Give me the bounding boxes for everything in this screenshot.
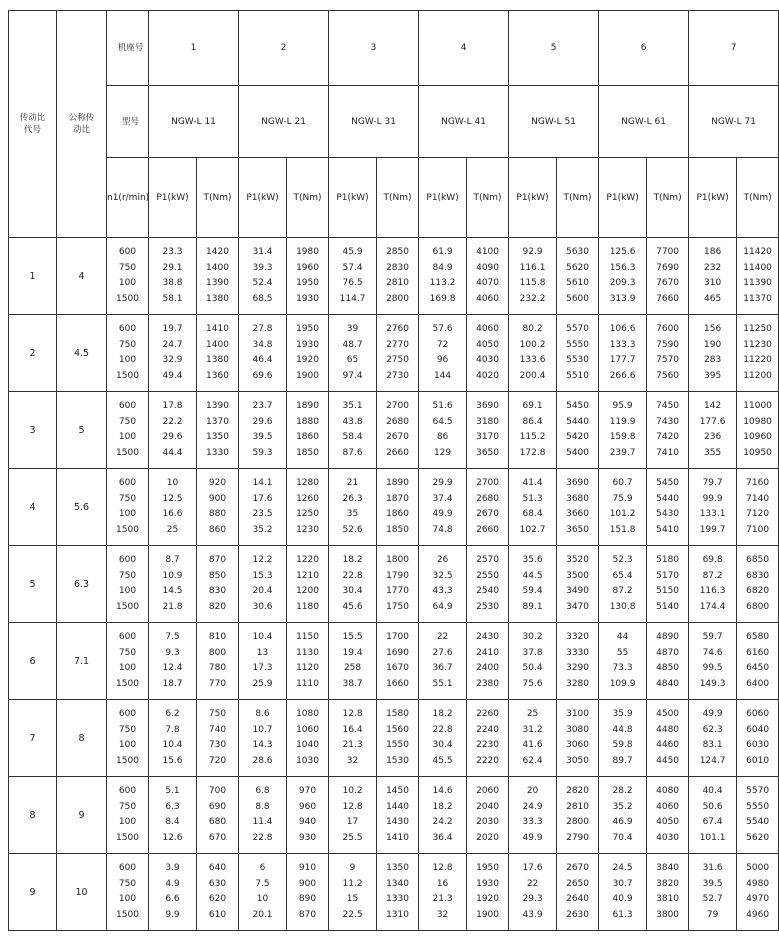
- power-cell: 186 232 310 465: [689, 238, 737, 315]
- header-row-frame: [9, 11, 779, 86]
- power-header: P1(kW): [149, 158, 197, 238]
- power-cell: 27.8 34.8 46.4 69.6: [239, 315, 287, 392]
- power-header: P1(kW): [509, 158, 557, 238]
- power-header: P1(kW): [419, 158, 467, 238]
- torque-cell: 11420 11400 11390 11370: [737, 238, 779, 315]
- torque-cell: 1890 1880 1860 1850: [287, 392, 329, 469]
- torque-cell: 5450 5440 5430 5410: [647, 469, 689, 546]
- nominal-ratio-cell: 8: [57, 700, 107, 777]
- torque-cell: 2430 2410 2400 2380: [467, 623, 509, 700]
- torque-cell: 1800 1790 1770 1750: [377, 546, 419, 623]
- power-cell: 59.7 74.6 99.5 149.3: [689, 623, 737, 700]
- power-cell: 60.7 75.9 101.2 151.8: [599, 469, 647, 546]
- torque-cell: 2820 2810 2800 2790: [557, 777, 599, 854]
- power-cell: 30.2 37.8 50.4 75.6: [509, 623, 557, 700]
- ratio-group-row: [9, 315, 779, 392]
- frame-number-6: 6: [599, 11, 689, 86]
- nominal-ratio-cell: 5: [57, 392, 107, 469]
- model-name-5: NGW-L 51: [509, 86, 599, 158]
- power-cell: 19.7 24.7 32.9 49.4: [149, 315, 197, 392]
- torque-cell: 1950 1930 1920 1900: [287, 315, 329, 392]
- power-cell: 51.6 64.5 86 129: [419, 392, 467, 469]
- power-cell: 24.5 30.7 40.9 61.3: [599, 854, 647, 931]
- model-name-6: NGW-L 61: [599, 86, 689, 158]
- torque-cell: 5000 4980 4970 4960: [737, 854, 779, 931]
- power-cell: 9 11.2 15 22.5: [329, 854, 377, 931]
- header-row-units: [9, 158, 779, 238]
- torque-cell: 1150 1130 1120 1110: [287, 623, 329, 700]
- torque-cell: 3840 3820 3810 3800: [647, 854, 689, 931]
- frame-number-2: 2: [239, 11, 329, 86]
- torque-header: T(Nm): [287, 158, 329, 238]
- power-cell: 31.4 39.3 52.4 68.5: [239, 238, 287, 315]
- power-header: P1(kW): [599, 158, 647, 238]
- ratio-code-cell: 6: [9, 623, 57, 700]
- power-cell: 3.9 4.9 6.6 9.9: [149, 854, 197, 931]
- torque-cell: 1580 1560 1550 1530: [377, 700, 419, 777]
- power-cell: 106.6 133.3 177.7 266.6: [599, 315, 647, 392]
- torque-cell: 11000 10980 10960 10950: [737, 392, 779, 469]
- torque-cell: 700 690 680 670: [197, 777, 239, 854]
- torque-cell: 1220 1210 1200 1180: [287, 546, 329, 623]
- ratio-group-row: [9, 469, 779, 546]
- power-cell: 61.9 84.9 113.2 169.8: [419, 238, 467, 315]
- torque-cell: 1950 1930 1920 1900: [467, 854, 509, 931]
- power-cell: 12.8 16.4 21.3 32: [329, 700, 377, 777]
- ratio-code-cell: 3: [9, 392, 57, 469]
- power-cell: 41.4 51.3 68.4 102.7: [509, 469, 557, 546]
- nominal-ratio-cell: 4.5: [57, 315, 107, 392]
- torque-cell: 2670 2650 2640 2630: [557, 854, 599, 931]
- model-name-3: NGW-L 31: [329, 86, 419, 158]
- torque-cell: 2060 2040 2030 2020: [467, 777, 509, 854]
- power-cell: 69.8 87.2 116.3 174.4: [689, 546, 737, 623]
- spec-sheet: [8, 10, 772, 943]
- model-name-1: NGW-L 11: [149, 86, 239, 158]
- ratio-group-row: [9, 700, 779, 777]
- power-cell: 6.8 8.8 11.4 22.8: [239, 777, 287, 854]
- frame-number-4: 4: [419, 11, 509, 86]
- frame-number-3: 3: [329, 11, 419, 86]
- torque-cell: 750 740 730 720: [197, 700, 239, 777]
- torque-cell: 2700 2680 2670 2660: [377, 392, 419, 469]
- torque-cell: 4080 4060 4050 4030: [647, 777, 689, 854]
- torque-cell: 3690 3680 3660 3650: [557, 469, 599, 546]
- torque-cell: 1280 1260 1250 1230: [287, 469, 329, 546]
- ratio-code-cell: 9: [9, 854, 57, 931]
- torque-header: T(Nm): [647, 158, 689, 238]
- nominal-ratio-cell: 10: [57, 854, 107, 931]
- torque-cell: 640 630 620 610: [197, 854, 239, 931]
- power-cell: 17.6 22 29.3 43.9: [509, 854, 557, 931]
- nominal-ratio-cell: 7.1: [57, 623, 107, 700]
- power-header: P1(kW): [239, 158, 287, 238]
- frame-number-label: 机座号: [107, 11, 149, 86]
- input-speed-cell: 600 750 100 1500: [107, 469, 149, 546]
- power-cell: 44 55 73.3 109.9: [599, 623, 647, 700]
- power-cell: 8.7 10.9 14.5 21.8: [149, 546, 197, 623]
- power-cell: 10.4 13 17.3 25.9: [239, 623, 287, 700]
- power-cell: 22 27.6 36.7 55.1: [419, 623, 467, 700]
- power-cell: 8.6 10.7 14.3 28.6: [239, 700, 287, 777]
- ratio-group-row: [9, 777, 779, 854]
- ratio-code-header: 传动比 代号: [9, 11, 57, 238]
- torque-cell: 6580 6160 6450 6400: [737, 623, 779, 700]
- power-cell: 17.8 22.2 29.6 44.4: [149, 392, 197, 469]
- power-cell: 14.6 18.2 24.2 36.4: [419, 777, 467, 854]
- power-cell: 95.9 119.9 159.8 239.7: [599, 392, 647, 469]
- torque-cell: 2700 2680 2670 2660: [467, 469, 509, 546]
- frame-number-5: 5: [509, 11, 599, 86]
- ratio-code-cell: 4: [9, 469, 57, 546]
- power-cell: 49.9 62.3 83.1 124.7: [689, 700, 737, 777]
- power-cell: 40.4 50.6 67.4 101.1: [689, 777, 737, 854]
- torque-cell: 4500 4480 4460 4450: [647, 700, 689, 777]
- input-speed-cell: 600 750 100 1500: [107, 315, 149, 392]
- input-speed-cell: 600 750 100 1500: [107, 546, 149, 623]
- power-cell: 156 190 283 395: [689, 315, 737, 392]
- power-cell: 45.9 57.4 76.5 114.7: [329, 238, 377, 315]
- power-cell: 125.6 156.3 209.3 313.9: [599, 238, 647, 315]
- ratio-code-cell: 7: [9, 700, 57, 777]
- torque-cell: 2760 2770 2750 2730: [377, 315, 419, 392]
- power-cell: 35.1 43.8 58.4 87.6: [329, 392, 377, 469]
- ratio-code-cell: 8: [9, 777, 57, 854]
- header-row-model: [9, 86, 779, 158]
- torque-cell: 3320 3330 3290 3280: [557, 623, 599, 700]
- torque-cell: 1390 1370 1350 1330: [197, 392, 239, 469]
- torque-cell: 910 900 890 870: [287, 854, 329, 931]
- power-cell: 79.7 99.9 133.1 199.7: [689, 469, 737, 546]
- power-header: P1(kW): [329, 158, 377, 238]
- ratio-code-cell: 5: [9, 546, 57, 623]
- torque-cell: 1450 1440 1430 1410: [377, 777, 419, 854]
- torque-header: T(Nm): [557, 158, 599, 238]
- frame-number-1: 1: [149, 11, 239, 86]
- input-speed-cell: 600 750 100 1500: [107, 777, 149, 854]
- ratio-code-cell: 1: [9, 238, 57, 315]
- input-speed-cell: 600 750 100 1500: [107, 392, 149, 469]
- torque-cell: 5630 5620 5610 5600: [557, 238, 599, 315]
- ratio-group-row: [9, 238, 779, 315]
- power-cell: 18.2 22.8 30.4 45.6: [329, 546, 377, 623]
- torque-header: T(Nm): [377, 158, 419, 238]
- reducer-spec-table: [8, 10, 779, 931]
- torque-cell: 3100 3080 3060 3050: [557, 700, 599, 777]
- power-cell: 12.8 16 21.3 32: [419, 854, 467, 931]
- model-label: 型号: [107, 86, 149, 158]
- power-cell: 80.2 100.2 133.6 200.4: [509, 315, 557, 392]
- power-cell: 20 24.9 33.3 49.9: [509, 777, 557, 854]
- torque-cell: 2570 2550 2540 2530: [467, 546, 509, 623]
- power-cell: 25 31.2 41.6 62.4: [509, 700, 557, 777]
- power-cell: 23.7 29.6 39.5 59.3: [239, 392, 287, 469]
- input-speed-header: n1(r/min): [107, 158, 149, 238]
- torque-cell: 970 960 940 930: [287, 777, 329, 854]
- torque-cell: 11250 11230 11220 11200: [737, 315, 779, 392]
- model-name-7: NGW-L 71: [689, 86, 779, 158]
- ratio-group-row: [9, 854, 779, 931]
- power-cell: 57.6 72 96 144: [419, 315, 467, 392]
- power-cell: 35.9 44.8 59.8 89.7: [599, 700, 647, 777]
- torque-cell: 5450 5440 5420 5400: [557, 392, 599, 469]
- torque-header: T(Nm): [197, 158, 239, 238]
- torque-cell: 1420 1400 1390 1380: [197, 238, 239, 315]
- power-cell: 6.2 7.8 10.4 15.6: [149, 700, 197, 777]
- power-cell: 5.1 6.3 8.4 12.6: [149, 777, 197, 854]
- power-cell: 29.9 37.4 49.9 74.8: [419, 469, 467, 546]
- power-cell: 15.5 19.4 258 38.7: [329, 623, 377, 700]
- torque-cell: 920 900 880 860: [197, 469, 239, 546]
- torque-cell: 2260 2240 2230 2220: [467, 700, 509, 777]
- torque-cell: 810 800 780 770: [197, 623, 239, 700]
- power-cell: 14.1 17.6 23.5 35.2: [239, 469, 287, 546]
- frame-number-7: 7: [689, 11, 779, 86]
- torque-cell: 7700 7690 7670 7660: [647, 238, 689, 315]
- torque-cell: 5570 5550 5530 5510: [557, 315, 599, 392]
- power-cell: 6 7.5 10 20.1: [239, 854, 287, 931]
- ratio-code-cell: 2: [9, 315, 57, 392]
- input-speed-cell: 600 750 100 1500: [107, 854, 149, 931]
- power-cell: 35.6 44.5 59.4 89.1: [509, 546, 557, 623]
- ratio-group-row: [9, 546, 779, 623]
- torque-cell: 7450 7430 7420 7410: [647, 392, 689, 469]
- power-cell: 28.2 35.2 46.9 70.4: [599, 777, 647, 854]
- nominal-ratio-cell: 6.3: [57, 546, 107, 623]
- power-cell: 39 48.7 65 97.4: [329, 315, 377, 392]
- power-cell: 21 26.3 35 52.6: [329, 469, 377, 546]
- ratio-group-row: [9, 623, 779, 700]
- torque-cell: 4100 4090 4070 4060: [467, 238, 509, 315]
- input-speed-cell: 600 750 100 1500: [107, 623, 149, 700]
- nominal-ratio-header: 公称传 动比: [57, 11, 107, 238]
- power-cell: 10.2 12.8 17 25.5: [329, 777, 377, 854]
- ratio-group-row: [9, 392, 779, 469]
- power-cell: 10 12.5 16.6 25: [149, 469, 197, 546]
- power-cell: 142 177.6 236 355: [689, 392, 737, 469]
- nominal-ratio-cell: 4: [57, 238, 107, 315]
- power-cell: 52.3 65.4 87.2 130.8: [599, 546, 647, 623]
- nominal-ratio-cell: 5.6: [57, 469, 107, 546]
- torque-cell: 3520 3500 3490 3470: [557, 546, 599, 623]
- model-name-2: NGW-L 21: [239, 86, 329, 158]
- torque-cell: 1890 1870 1860 1850: [377, 469, 419, 546]
- torque-cell: 7160 7140 7120 7100: [737, 469, 779, 546]
- torque-cell: 6850 6830 6820 6800: [737, 546, 779, 623]
- torque-cell: 7600 7590 7570 7560: [647, 315, 689, 392]
- torque-cell: 5570 5550 5540 5620: [737, 777, 779, 854]
- model-name-4: NGW-L 41: [419, 86, 509, 158]
- torque-cell: 6060 6040 6030 6010: [737, 700, 779, 777]
- power-cell: 7.5 9.3 12.4 18.7: [149, 623, 197, 700]
- torque-header: T(Nm): [737, 158, 779, 238]
- nominal-ratio-cell: 9: [57, 777, 107, 854]
- torque-cell: 1980 1960 1950 1930: [287, 238, 329, 315]
- torque-cell: 1350 1340 1330 1310: [377, 854, 419, 931]
- power-cell: 18.2 22.8 30.4 45.5: [419, 700, 467, 777]
- power-cell: 23.3 29.1 38.8 58.1: [149, 238, 197, 315]
- power-cell: 12.2 15.3 20.4 30.6: [239, 546, 287, 623]
- power-cell: 26 32.5 43.3 64.9: [419, 546, 467, 623]
- power-cell: 92.9 116.1 115.8 232.2: [509, 238, 557, 315]
- input-speed-cell: 600 750 100 1500: [107, 700, 149, 777]
- torque-cell: 1700 1690 1670 1660: [377, 623, 419, 700]
- input-speed-cell: 600 750 100 1500: [107, 238, 149, 315]
- power-header: P1(kW): [689, 158, 737, 238]
- power-cell: 31.6 39.5 52.7 79: [689, 854, 737, 931]
- torque-cell: 870 850 830 820: [197, 546, 239, 623]
- torque-cell: 1410 1400 1380 1360: [197, 315, 239, 392]
- torque-header: T(Nm): [467, 158, 509, 238]
- torque-cell: 4890 4870 4850 4840: [647, 623, 689, 700]
- torque-cell: 4060 4050 4030 4020: [467, 315, 509, 392]
- power-cell: 69.1 86.4 115.2 172.8: [509, 392, 557, 469]
- torque-cell: 5180 5170 5150 5140: [647, 546, 689, 623]
- torque-cell: 1080 1060 1040 1030: [287, 700, 329, 777]
- torque-cell: 3690 3180 3170 3650: [467, 392, 509, 469]
- torque-cell: 2850 2830 2810 2800: [377, 238, 419, 315]
